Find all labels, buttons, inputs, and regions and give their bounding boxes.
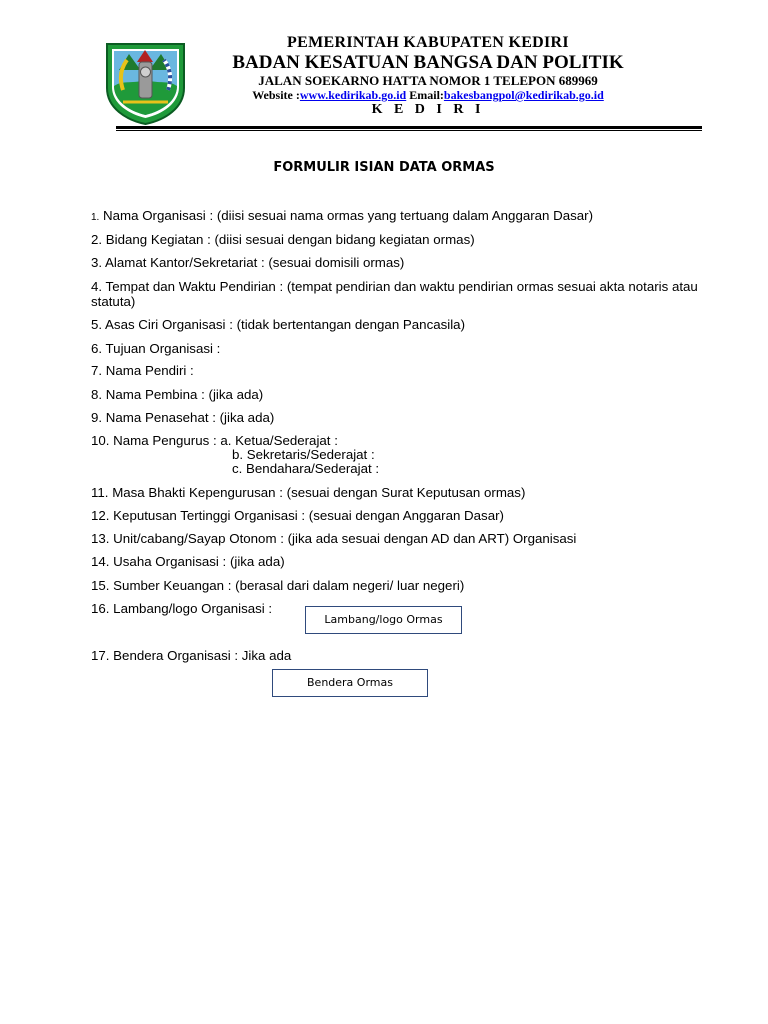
letterhead-government: PEMERINTAH KABUPATEN KEDIRI <box>287 34 569 51</box>
letterhead-contact <box>190 88 666 103</box>
form-item-10-treasurer: c. Bendahara/Sederajat : <box>232 461 380 476</box>
form-item-5: 5. Asas Ciri Organisasi : (tidak bertentangan dengan Pancasila) <box>91 317 466 332</box>
form-item-6: 6. Tujuan Organisasi : <box>91 341 221 356</box>
form-item-9: 9. Nama Penasehat : (jika ada) <box>91 410 275 425</box>
form-item-4 <box>91 279 711 309</box>
email-label: Email: <box>406 88 444 102</box>
form-item-17: 17. Bendera Organisasi : Jika ada <box>91 648 292 663</box>
letterhead-city: K E D I R I <box>371 102 485 117</box>
form-item-8: 8. Nama Pembina : (jika ada) <box>91 387 264 402</box>
form-item-10: 10. Nama Pengurus : a. Ketua/Sederajat : <box>91 433 338 448</box>
flag-ormas-box: Bendera Ormas <box>272 669 428 697</box>
form-item-16: 16. Lambang/logo Organisasi : <box>91 601 273 616</box>
form-item-13: 13. Unit/cabang/Sayap Otonom : (jika ada sesuai dengan AD dan ART) Organisasi <box>91 531 577 546</box>
website-label: Website : <box>252 88 300 102</box>
form-item-1 <box>91 208 711 225</box>
logo-ormas-box: Lambang/logo Ormas <box>305 606 462 634</box>
form-item-7: 7. Nama Pendiri : <box>91 363 194 378</box>
website-link[interactable]: www.kedirikab.go.id <box>299 88 407 102</box>
letterhead-agency: BADAN KESATUAN BANGSA DAN POLITIK <box>232 52 624 73</box>
form-item-1-number: 1. <box>91 212 100 223</box>
form-item-15: 15. Sumber Keuangan : (berasal dari dalam negeri/ luar negeri) <box>91 578 465 593</box>
letterhead-address: JALAN SOEKARNO HATTA NOMOR 1 TELEPON 689969 <box>258 73 598 88</box>
form-item-3: 3. Alamat Kantor/Sekretariat : (sesuai domisili ormas) <box>91 255 405 270</box>
form-item-2: 2. Bidang Kegiatan : (diisi sesuai dengan bidang kegiatan ormas) <box>91 232 475 247</box>
form-item-11: 11. Masa Bhakti Kepengurusan : (sesuai dengan Surat Keputusan ormas) <box>91 485 526 500</box>
kediri-regency-emblem-icon <box>103 40 188 125</box>
form-title: FORMULIR ISIAN DATA ORMAS <box>273 160 495 175</box>
form-item-10-secretary: b. Sekretaris/Sederajat : <box>232 447 375 462</box>
form-item-12: 12. Keputusan Tertinggi Organisasi : (sesuai dengan Anggaran Dasar) <box>91 508 504 523</box>
form-item-4-text: 4. Tempat dan Waktu Pendirian : (tempat pendirian dan waktu pendirian ormas sesuai akta notaris atau statuta) <box>91 279 698 309</box>
form-item-1-text: Nama Organisasi : (diisi sesuai nama ormas yang tertuang dalam Anggaran Dasar) <box>99 208 594 223</box>
letterhead-divider <box>116 126 702 131</box>
form-item-14: 14. Usaha Organisasi : (jika ada) <box>91 554 285 569</box>
email-link[interactable]: bakesbangpol@kedirikab.go.id <box>443 88 604 102</box>
